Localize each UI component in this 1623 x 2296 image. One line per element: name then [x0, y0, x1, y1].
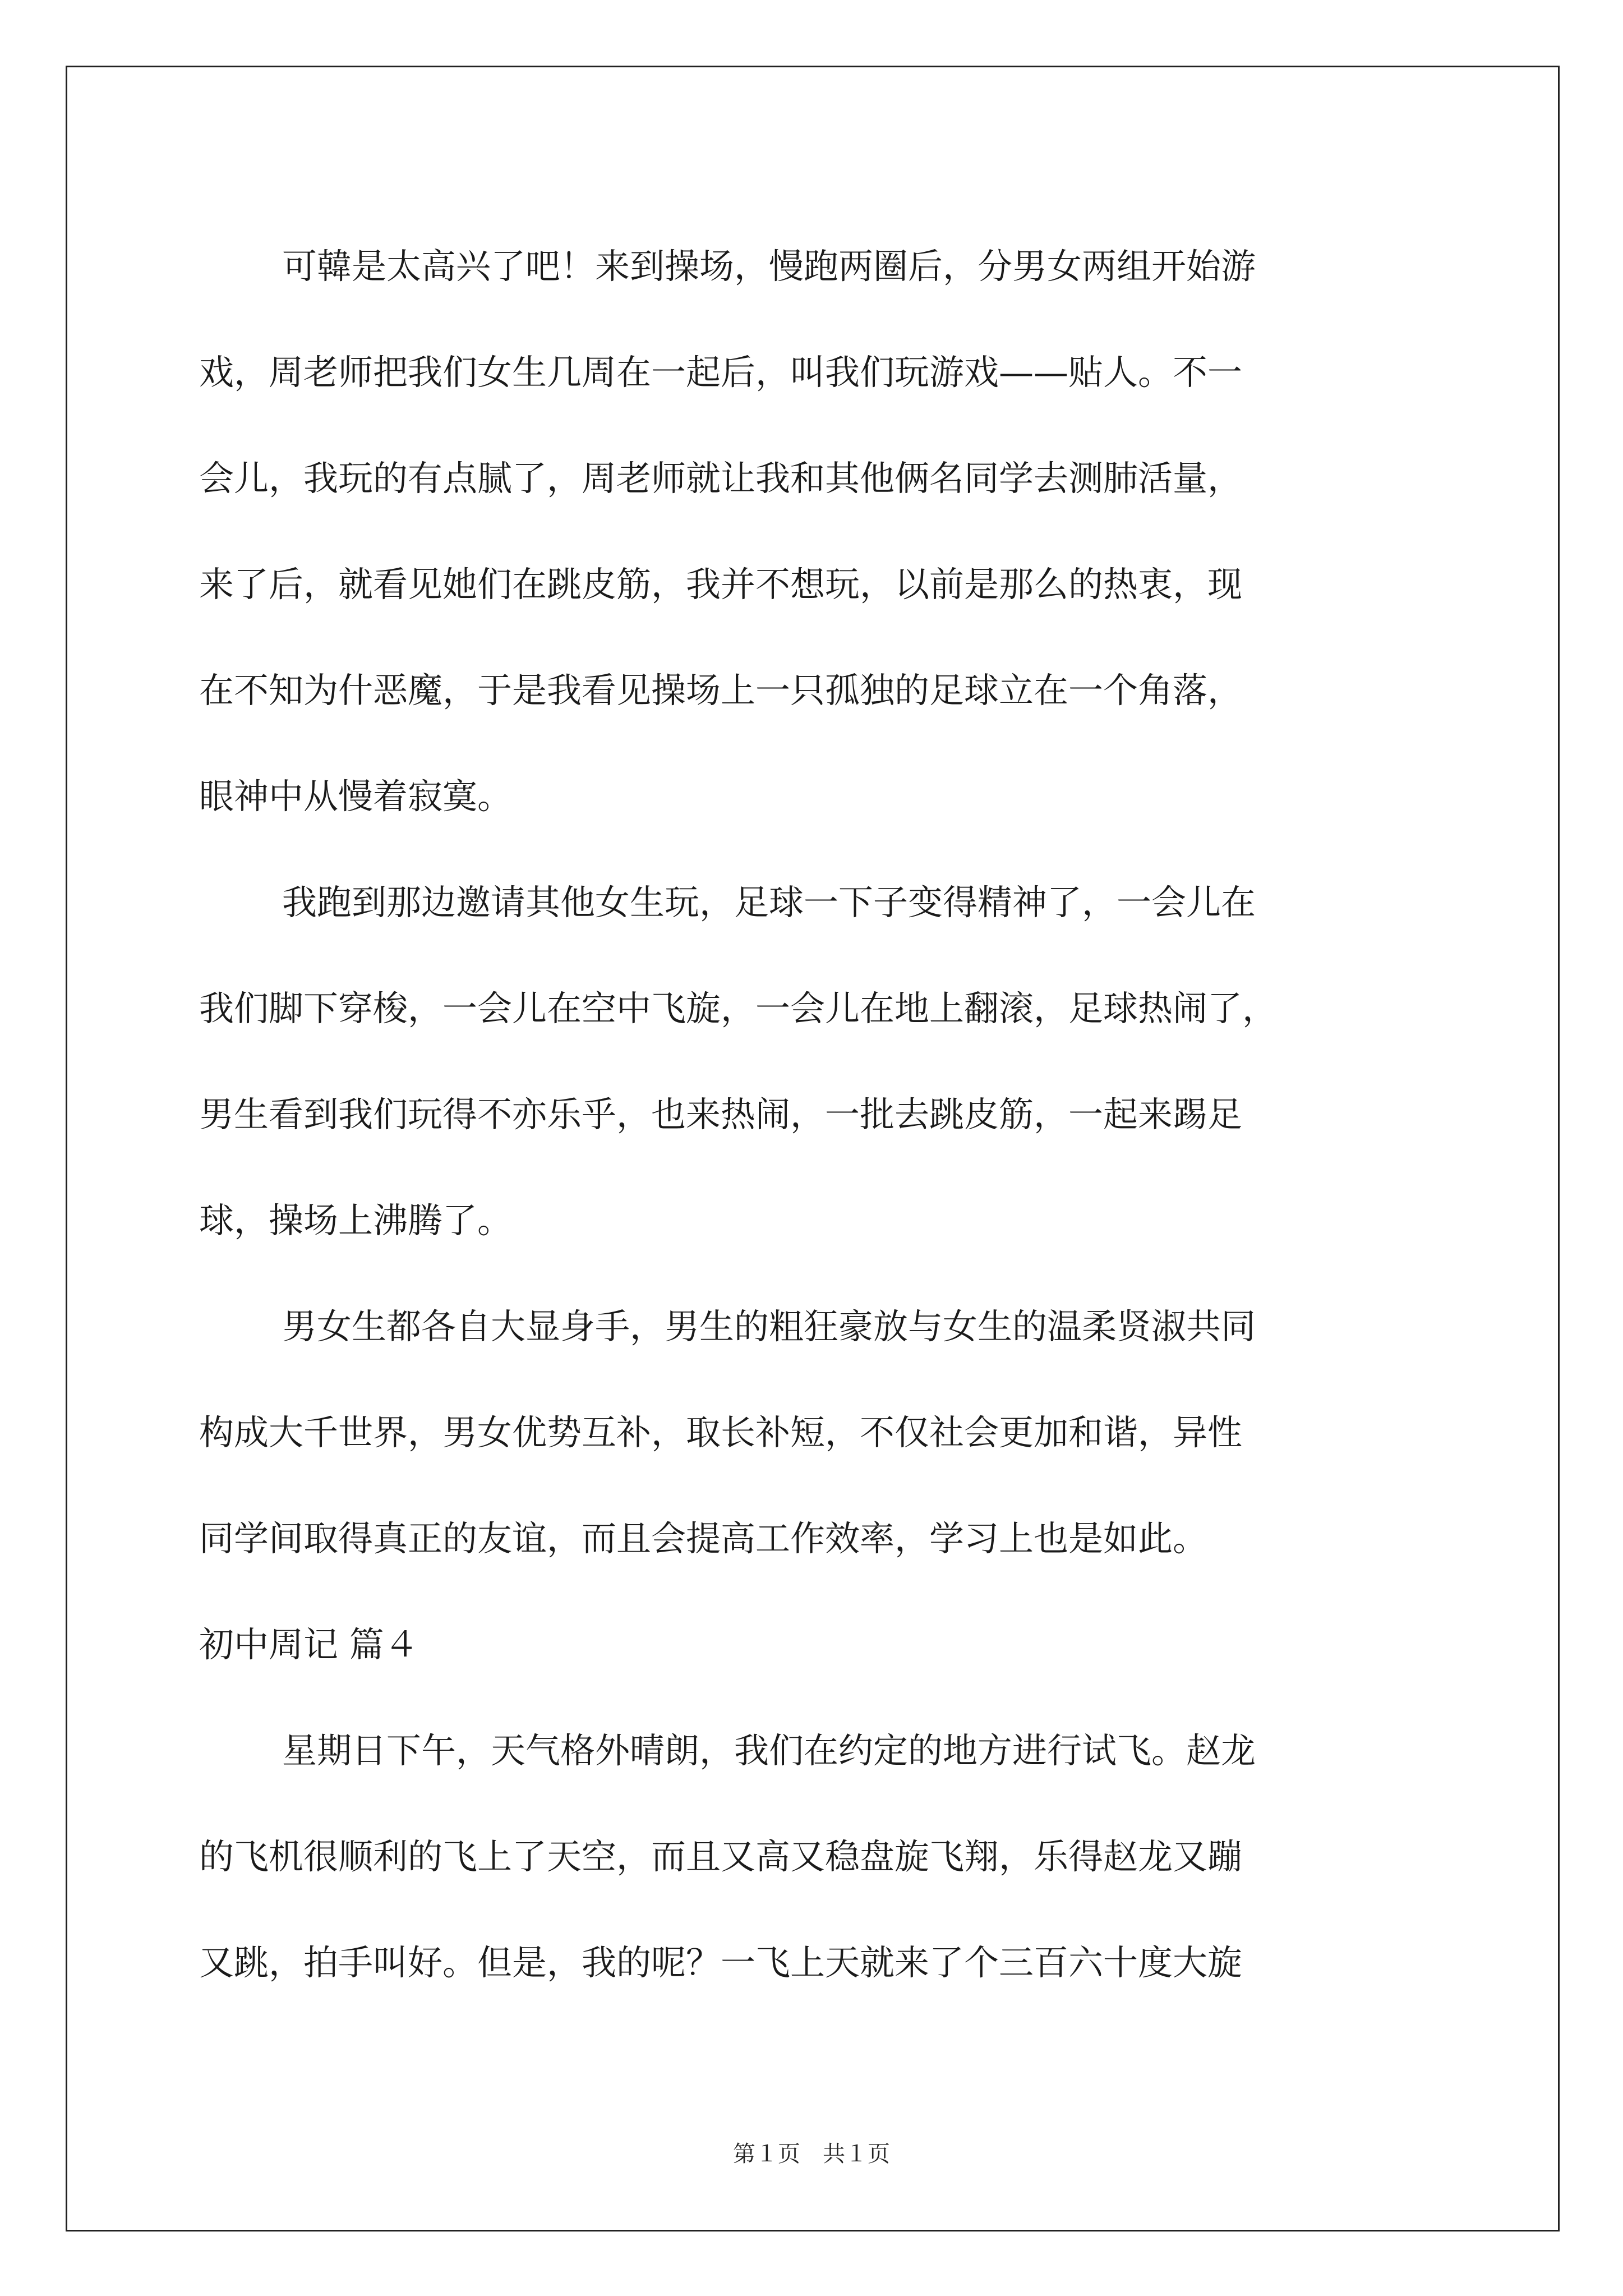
paragraph-line: 会儿，我玩的有点腻了，周老师就让我和其他俩名同学去测肺活量，: [199, 458, 1243, 499]
paragraph-line: 我跑到那边邀请其他女生玩，足球一下子变得精神了，一会儿在: [282, 882, 1256, 923]
paragraph-line: 在不知为什恶魔，于是我看见操场上一只孤独的足球立在一个角落，: [199, 670, 1243, 711]
page-footer: 第１页 共１页: [733, 2141, 890, 2167]
paragraph-line: 可韓是太高兴了吧！来到操场，慢跑两圈后，分男女两组开始游: [282, 246, 1256, 287]
paragraph-line: 眼神中从慢着寂寞。: [199, 776, 513, 817]
document-body: [199, 213, 1455, 2016]
paragraph-line: 构成大千世界，男女优势互补，取长补短，不仅社会更加和谐，异性: [199, 1412, 1243, 1453]
paragraph-line: 男生看到我们玩得不亦乐乎，也来热闹，一批去跳皮筋，一起来踢足: [199, 1094, 1243, 1135]
section-heading: 初中周记 篇４: [199, 1624, 419, 1665]
paragraph-line: 来了后，就看见她们在跳皮筋，我并不想玩，以前是那么的热衷，现: [199, 564, 1243, 605]
paragraph-line: 我们脚下穿梭，一会儿在空中飞旋，一会儿在地上翻滚，足球热闹了，: [199, 988, 1278, 1029]
paragraph-line: 男女生都各自大显身手，男生的粗狂豪放与女生的温柔贤淑共同: [282, 1306, 1256, 1347]
paragraph-line: 的飞机很顺利的飞上了天空，而且又高又稳盘旋飞翔，乐得赵龙又蹦: [199, 1836, 1243, 1877]
paragraph-line: 同学间取得真正的友谊，而且会提高工作效率，学习上也是如此。: [199, 1518, 1208, 1559]
paragraph-line: 星期日下午，天气格外晴朗，我们在约定的地方进行试飞。赵龙: [282, 1730, 1256, 1771]
paragraph-line: 戏，周老师把我们女生几周在一起后，叫我们玩游戏——贴人。不一: [199, 352, 1243, 393]
paragraph-line: 球，操场上沸腾了。: [199, 1200, 513, 1241]
paragraph-line: 又跳，拍手叫好。但是，我的呢？一飞上天就来了个三百六十度大旋: [199, 1942, 1243, 1983]
